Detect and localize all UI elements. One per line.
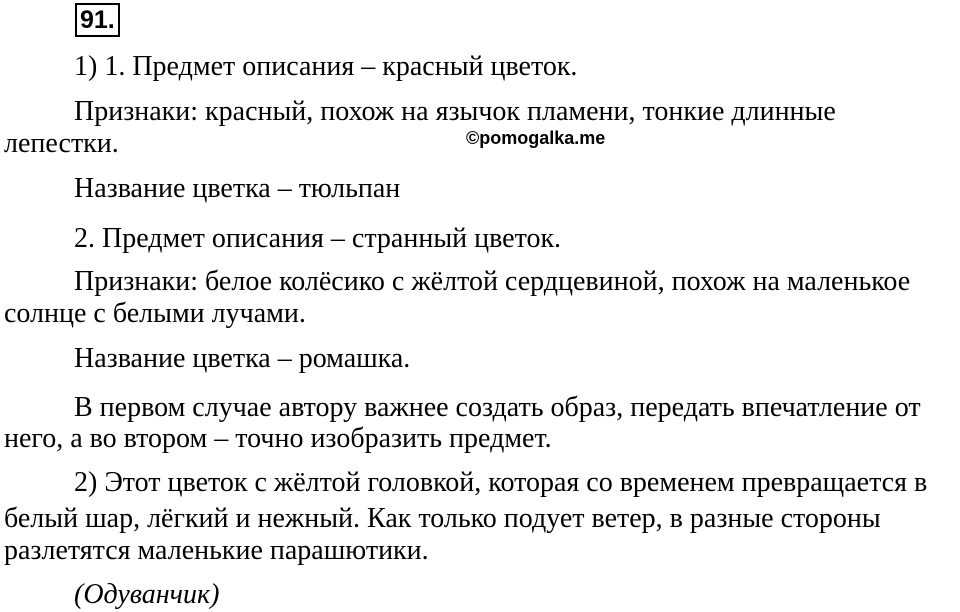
item-1-subject: 1) 1. Предмет описания – красный цветок.: [74, 51, 578, 82]
riddle-answer: (Одуванчик): [74, 579, 220, 610]
item-2-features-line2: солнце с белыми лучами.: [4, 298, 306, 329]
item-1-flower-name: Название цветка – тюльпан: [74, 173, 401, 204]
exercise-number: 91.: [75, 3, 120, 37]
item-1-features-line1: Признаки: красный, похож на язычок пламени, тонкие длинные: [74, 96, 836, 127]
item-1-features-line2: лепестки.: [4, 128, 119, 159]
watermark: ©pomogalka.me: [466, 128, 606, 148]
riddle-line3: разлетятся маленькие парашютики.: [4, 535, 429, 566]
riddle-line2: белый шар, лёгкий и нежный. Как только подует ветер, в разные стороны: [4, 503, 881, 534]
item-2-subject: 2. Предмет описания – странный цветок.: [74, 223, 562, 254]
conclusion-line1: В первом случае автору важнее создать образ, передать впечатление от: [74, 392, 921, 423]
item-2-flower-name: Название цветка – ромашка.: [74, 343, 411, 374]
item-2-features-line1: Признаки: белое колёсико с жёлтой сердцевиной, похож на маленькое: [74, 266, 911, 297]
conclusion-line2: него, а во втором – точно изобразить предмет.: [4, 423, 552, 454]
riddle-line1: 2) Этот цветок с жёлтой головкой, которая со временем превращается в: [74, 467, 928, 498]
